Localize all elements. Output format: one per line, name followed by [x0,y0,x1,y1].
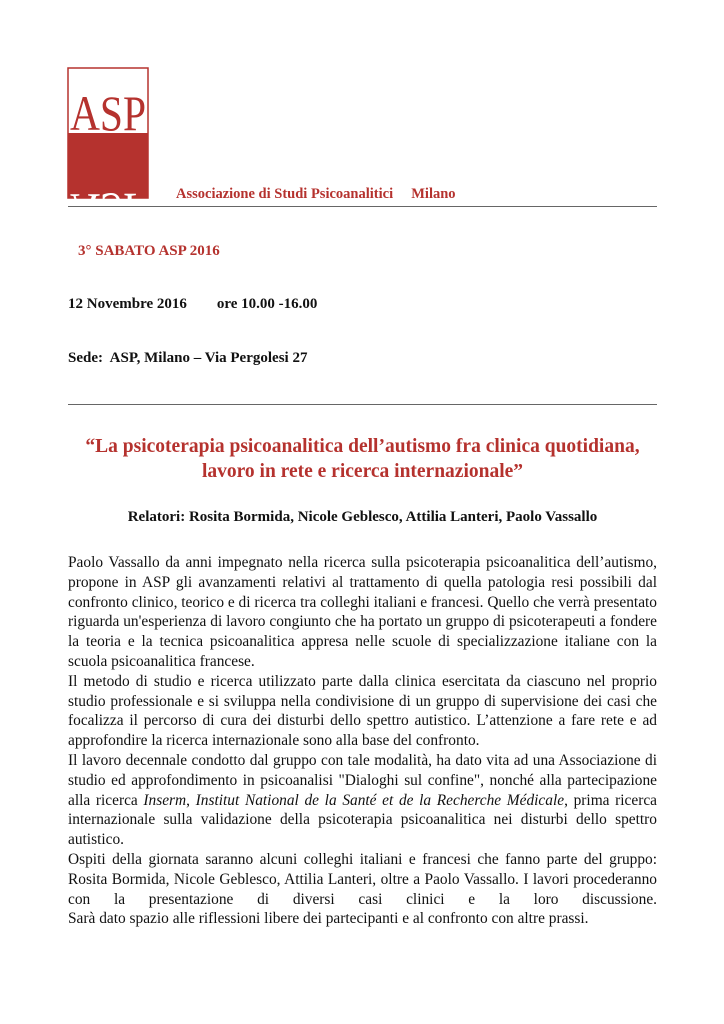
inserm-name: Inserm [143,791,187,809]
talk-title-line1: “La psicoterapia psicoanalitica dell’autismo fra clinica quotidiana, [85,436,640,457]
event-venue: Sede: ASP, Milano – Via Pergolesi 27 [68,350,308,366]
talk-title-line2: lavoro in rete e ricerca internazionale” [201,461,524,482]
speakers: Relatori: Rosita Bormida, Nicole Geblesco, Attilia Lanteri, Paolo Vassallo [127,509,598,525]
paragraph-3 [68,751,657,850]
logo-text-mirror: ASP [70,183,146,239]
logo-text-top: ASP [70,85,146,141]
paragraph-2: Il metodo di studio e ricerca utilizzato parte dalla clinica esercitata da ciascuno nel proprio studio professionale e si sviluppa nella condivisione di un gruppo di supervisione dei casi che focalizza il percorso di cura dei disturbi dello spettro autistico. L’attenzione a fare rete e ad approfondire la ricerca internazionale sono alla base del confronto. [68,672,657,750]
institut-name: Institut National de la Santé et de la Recherche Médicale [195,791,565,809]
event-heading: 3° SABATO ASP 2016 [78,243,220,259]
paragraph-3-text: Il lavoro decennale condotto dal gruppo con tale modalità, ha dato vita ad una Associazione di studio ed approfondimento in psicoanalisi "Dialoghi sul confine", nonché alla partecipazione alla ricerca [68,751,657,809]
asp-logo [68,68,148,239]
talk-title [68,434,657,484]
separator: , [186,791,196,809]
header-divider [68,206,657,207]
body-text [68,553,657,929]
paragraph-3-tail: , prima ricerca internazionale sulla validazione della psicoterapia psicoanalitica nei disturbi dello spettro autistico. [68,791,658,849]
section-divider [68,404,657,405]
paragraph-5: Sarà dato spazio alle riflessioni libere dei partecipanti e al confronto con altre prassi. [68,910,589,928]
event-date-time: 12 Novembre 2016 ore 10.00 -16.00 [68,296,318,312]
paragraph-4: Ospiti della giornata saranno alcuni colleghi italiani e francesi che fanno parte del gruppo: Rosita Bormida, Nicole Geblesco, Attilia Lanteri, oltre a Paolo Vassallo. I lavori procederanno con la presentazione di diversi casi clinici e la loro discussione. [68,850,657,908]
paragraph-1: Paolo Vassallo da anni impegnato nella ricerca sulla psicoterapia psicoanalitica dell’autismo, propone in ASP gli avanzamenti relativi al trattamento di quella patologia resi possibili dal confronto clinico, teorico e di ricerca tra colleghi italiani e francesi. Quello che verrà presentato riguarda un'esperienza di lavoro congiunto che ha portato un gruppo di psicoterapeuti a fondere la teoria e la tecnica psicoanalitica appresa nelle scuole di specializzazione italiane con la scuola psicoanalitica francese. [68,554,657,670]
organization-name: Associazione di Studi Psicoanalitici Milano [176,186,456,202]
